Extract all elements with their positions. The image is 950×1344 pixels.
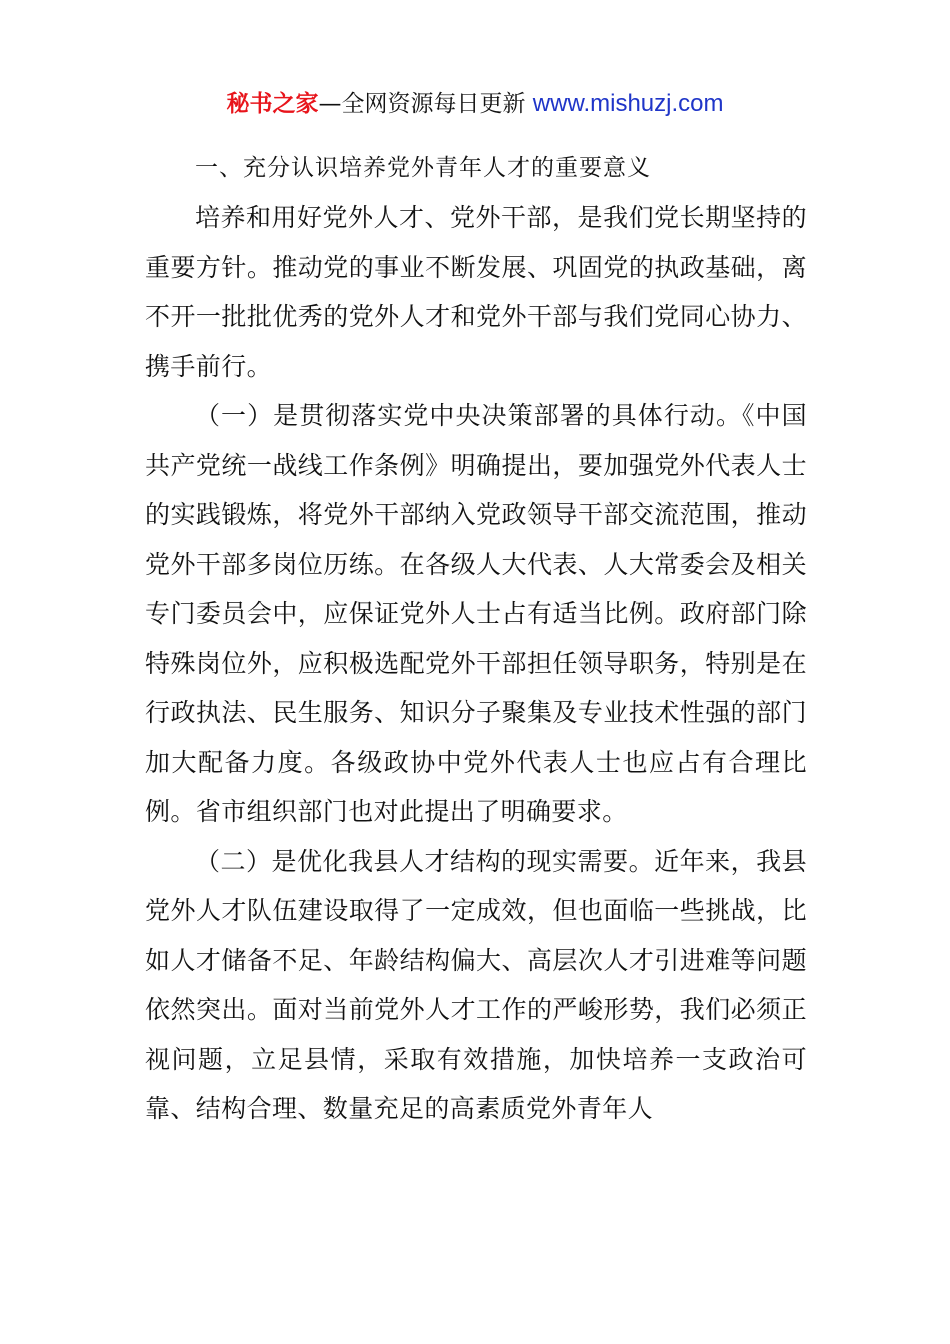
- site-header: [0, 88, 950, 120]
- brand-name: 秘书之家: [226, 91, 319, 117]
- site-url[interactable]: www.mishuzj.com: [532, 90, 724, 117]
- section-heading: 一、充分认识培养党外青年人才的重要意义: [195, 155, 651, 181]
- paragraph-intro: 培养和用好党外人才、党外干部，是我们党长期坚持的重要方针。推动党的事业不断发展、巩固党的执政基础，离不开一批批优秀的党外人才和党外干部与我们党同心协力、携手前行。: [145, 203, 807, 381]
- header-tagline: —全网资源每日更新: [318, 91, 526, 117]
- paragraph-point-one: （一）是贯彻落实党中央决策部署的具体行动。《中国共产党统一战线工作条例》明确提出，要加强党外代表人士的实践锻炼，将党外干部纳入党政领导干部交流范围，推动党外干部多岗位历练。在各级人大代表、人大常委会及相关专门委员会中，应保证党外人士占有适当比例。政府部门除特殊岗位外，应积极选配党外干部担任领导职务，特别是在行政执法、民生服务、知识分子聚集及专业技术性强的部门加大配备力度。各级政协中党外代表人士也应占有合理比例。省市组织部门也对此提出了明确要求。: [145, 401, 807, 826]
- paragraph-point-two: （二）是优化我县人才结构的现实需要。近年来，我县党外人才队伍建设取得了一定成效，但也面临一些挑战，比如人才储备不足、年龄结构偏大、高层次人才引进难等问题依然突出。面对当前党外人才工作的严峻形势，我们必须正视问题，立足县情，采取有效措施，加快培养一支政治可靠、结构合理、数量充足的高素质党外青年人: [145, 846, 807, 1123]
- document-body: [145, 143, 807, 1134]
